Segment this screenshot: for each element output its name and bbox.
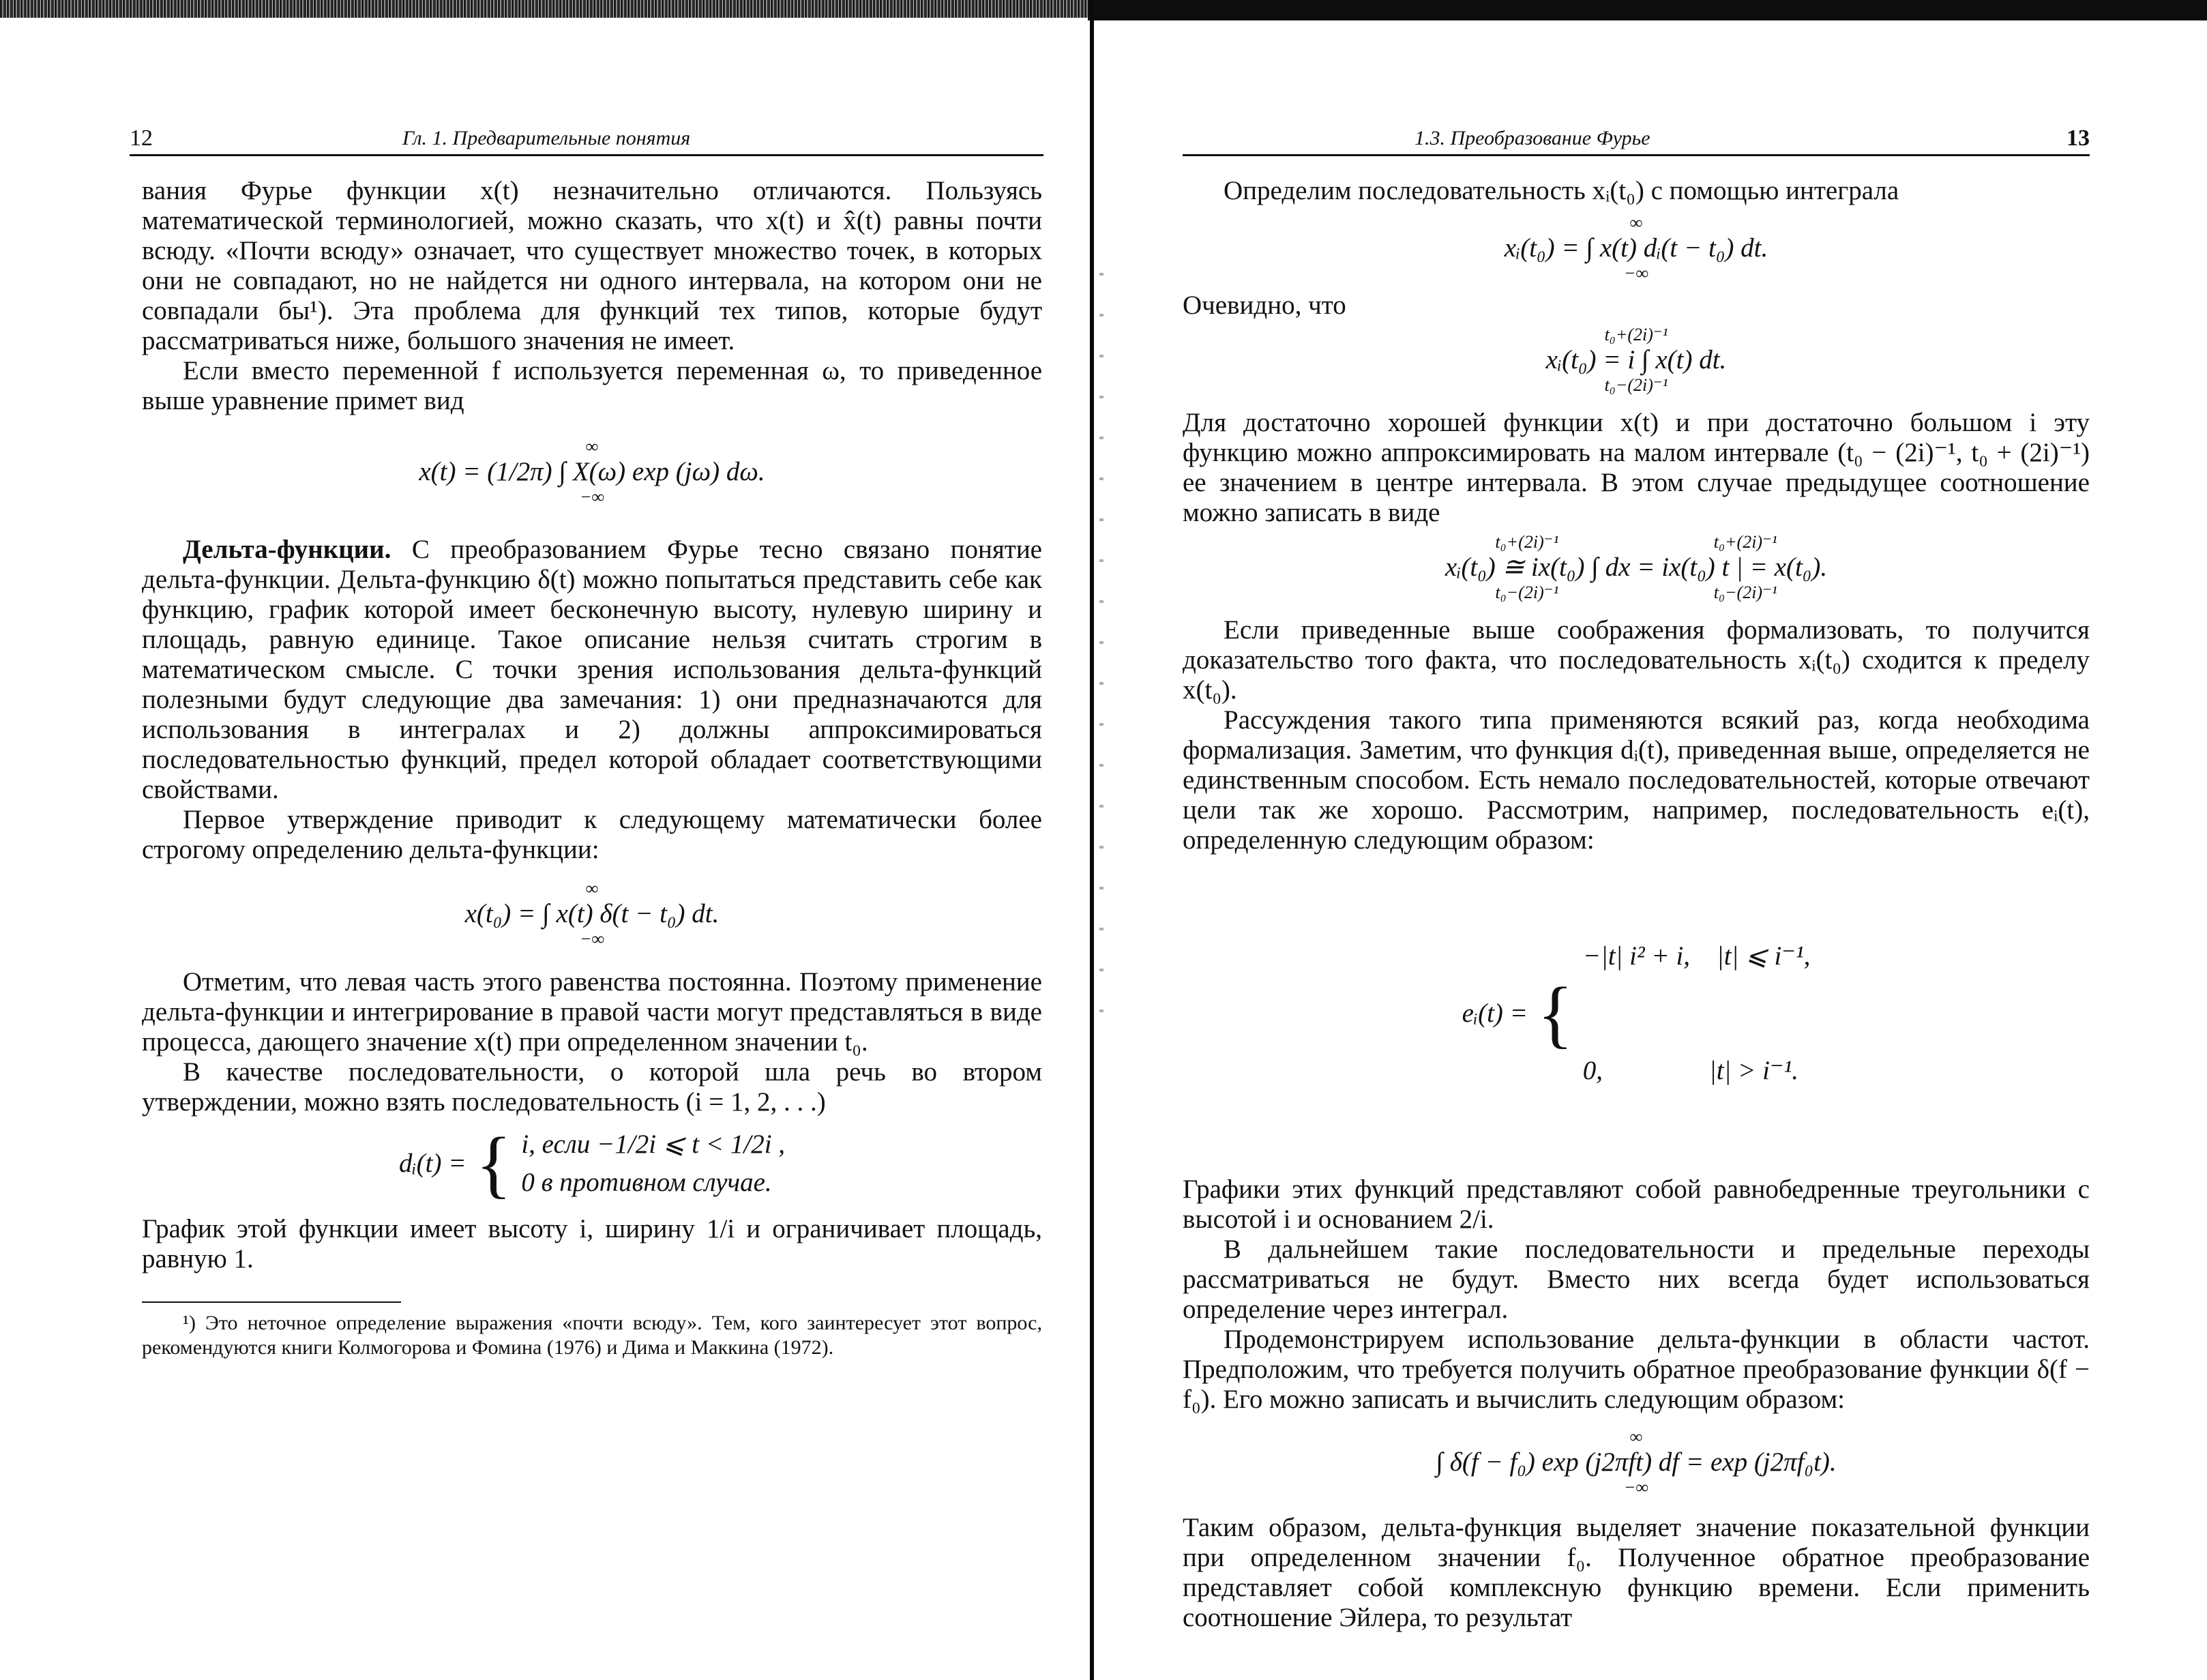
right-paragraph-5: Рассуждения такого типа применяются всякий раз, когда необходима формализация. Заметим, что функция dᵢ(t), приведенная выше, определяется не единственным способом. Есть немало последовательностей, которые отвечают цели так же хорошо. Рассмотрим, например, последовательность eᵢ(t), определенную следующим образом:: [1183, 705, 2090, 855]
left-running-header: [130, 123, 1043, 156]
left-formula-delta-definition: [142, 879, 1042, 949]
right-formula-finite-integral: [1183, 325, 2090, 396]
formula-lower-limit: −∞: [579, 487, 605, 507]
right-formula-sequence-integral: [1183, 213, 2090, 284]
formula-body: ∫ δ(f − f₀) exp (j2πft) df = exp (j2πf₀t).: [1436, 1447, 1837, 1477]
formula-upper-limit: ∞: [585, 437, 599, 456]
left-formula-inverse-fourier: [142, 437, 1042, 507]
formula-upper-limit: t₀+(2i)⁻¹ t₀+(2i)⁻¹: [1495, 532, 1777, 552]
left-paragraph-7: График этой функции имеет высоту i, ширину 1/i и ограничивает площадь, равную 1.: [142, 1214, 1042, 1273]
left-paragraph-6: В качестве последовательности, о которой шла речь во втором утверждении, можно взять последовательность (i = 1, 2, . . .): [142, 1057, 1042, 1117]
left-text-column: [142, 176, 1042, 1360]
formula-lhs: eᵢ(t) =: [1462, 999, 1528, 1028]
left-page-number: 12: [130, 126, 153, 151]
formula-body: x(t) = (1/2π) ∫ X(ω) exp (jω) dω.: [419, 457, 765, 486]
formula-body: x(t₀) = ∫ x(t) δ(t − t₀) dt.: [464, 899, 720, 928]
right-text-column: [1183, 176, 2090, 1633]
formula-case-2: 0, |t| > i⁻¹.: [1582, 1056, 1798, 1085]
left-footnote: ¹) Это неточное определение выражения «почти всюду». Тем, кого заинтересует этот вопрос, рекомендуются книги Колмогорова и Фомина (1976) и Дима и Маккина (1972).: [142, 1312, 1042, 1359]
formula-lower-limit: −∞: [1623, 263, 1649, 283]
formula-lower-limit: t₀−(2i)⁻¹ t₀−(2i)⁻¹: [1495, 583, 1777, 602]
left-paragraph-2: Если вместо переменной f используется переменная ω, то приведенное выше уравнение примет вид: [142, 356, 1042, 415]
formula-lower-limit: −∞: [579, 929, 605, 949]
left-paragraph-delta: [142, 535, 1042, 805]
right-paragraph-9: Таким образом, дельта-функция выделяет значение показательной функции при определенном значении f₀. Полученное обратное преобразование представляет собой комплексную функцию времени. Если применить соотношение Эйлера, то результат: [1183, 1513, 2090, 1632]
right-paragraph-4: Если приведенные выше соображения формализовать, то получится доказательство того факта, что последовательность xᵢ(t₀) сходится к пределу x(t₀).: [1183, 615, 2090, 705]
right-paragraph-1: Определим последовательность xᵢ(t₀) с помощью интеграла: [1224, 176, 1899, 205]
formula-body: xᵢ(t₀) = ∫ x(t) dᵢ(t − t₀) dt.: [1504, 233, 1768, 263]
formula-upper-limit: ∞: [1629, 213, 1643, 233]
right-paragraph-6: Графики этих функций представляют собой равнобедренные треугольники с высотой i и основанием 2/i.: [1183, 1175, 2090, 1234]
formula-lower-limit: t₀−(2i)⁻¹: [1604, 375, 1668, 395]
formula-upper-limit: t₀+(2i)⁻¹: [1604, 325, 1668, 344]
footnote-rule: [142, 1301, 401, 1303]
right-formula-piecewise-e: [1183, 861, 2090, 1166]
right-formula-approximation: [1183, 532, 2090, 603]
right-paragraph-8: Продемонстрируем использование дельта-функции в области частот. Предположим, что требуется получить обратное преобразование функции δ(f − f₀). Его можно записать и вычислить следующим образом:: [1183, 1325, 2090, 1414]
formula-upper-limit: ∞: [585, 879, 599, 898]
section-heading-delta: Дельта-функции.: [183, 535, 391, 564]
formula-lhs: dᵢ(t) =: [398, 1149, 466, 1178]
formula-case-2: 0 в противном случае.: [521, 1168, 772, 1197]
left-paragraph-5: Отметим, что левая часть этого равенства постоянна. Поэтому применение дельта-функции и интегрирование в правой части могут представляться в виде процесса, дающего значение x(t) при определенном значении t₀.: [142, 967, 1042, 1057]
left-formula-piecewise-d: [142, 1122, 1042, 1205]
left-paragraph-1: вания Фурье функции x(t) незначительно отличаются. Пользуясь математической терминологией, можно сказать, что x(t) и x̂(t) равны почти всюду. «Почти всюду» означает, что существует множество точек, в которых они не совпадают, но не найдется ни одного интервала, на котором они не совпадали бы¹). Эта проблема для функций тех типов, которые будут рассматриваться ниже, большого значения не имеет.: [142, 176, 1042, 355]
right-paragraph-3: Для достаточно хорошей функции x(t) и при достаточно большом i эту функцию можно аппроксимировать на малом интервале (t₀ − (2i)⁻¹, t₀ + (2i)⁻¹) ее значением в центре интервала. В этом случае предыдущее соотношение можно записать в виде: [1183, 408, 2090, 527]
formula-case-1: −|t| i² + i, |t| ⩽ i⁻¹,: [1582, 941, 1811, 971]
right-page: [1094, 0, 2207, 1680]
right-paragraph-7: В дальнейшем такие последовательности и предельные переходы рассматриваться не будут. Вместо них всегда будет использоваться определение через интеграл.: [1183, 1235, 2090, 1324]
left-paragraph-4: Первое утверждение приводит к следующему математически более строгому определению дельта-функции:: [142, 805, 1042, 864]
right-formula-delta-frequency: [1183, 1427, 2090, 1498]
right-running-header: [1183, 123, 2090, 156]
delta-paragraph-text: С преобразованием Фурье тесно связано понятие дельта-функции. Дельта-функцию δ(t) можно попытаться представить себе как функцию, график которой имеет бесконечную высоту, нулевую ширину и площадь, равную единице. Такое описание нельзя считать строгим в математическом смысле. С точки зрения использования дельта-функций полезными будут следующие два замечания: 1) они предназначаются для использования в интегралах и 2) должны аппроксимироваться последовательностью функций, предел которой обладает соответствующими свойствами.: [142, 535, 1042, 804]
right-paragraph-2: Очевидно, что: [1183, 291, 1346, 320]
formula-upper-limit: ∞: [1629, 1427, 1643, 1447]
formula-lower-limit: −∞: [1623, 1477, 1649, 1497]
right-page-number: 13: [2067, 126, 2090, 151]
formula-body: xᵢ(t₀) ≅ ix(t₀) ∫ dx = ix(t₀) t | = x(t₀).: [1445, 552, 1828, 582]
left-page: [0, 0, 1090, 1680]
brace-symbol: {: [475, 1122, 512, 1205]
right-running-title: 1.3. Преобразование Фурье: [1414, 127, 1650, 149]
brace-symbol: {: [1537, 972, 1573, 1055]
left-running-title: Гл. 1. Предварительные понятия: [402, 127, 691, 149]
formula-body: xᵢ(t₀) = i ∫ x(t) dt.: [1545, 345, 1727, 374]
formula-case-1: i, если −1/2i ⩽ t < 1/2i ,: [521, 1130, 786, 1159]
